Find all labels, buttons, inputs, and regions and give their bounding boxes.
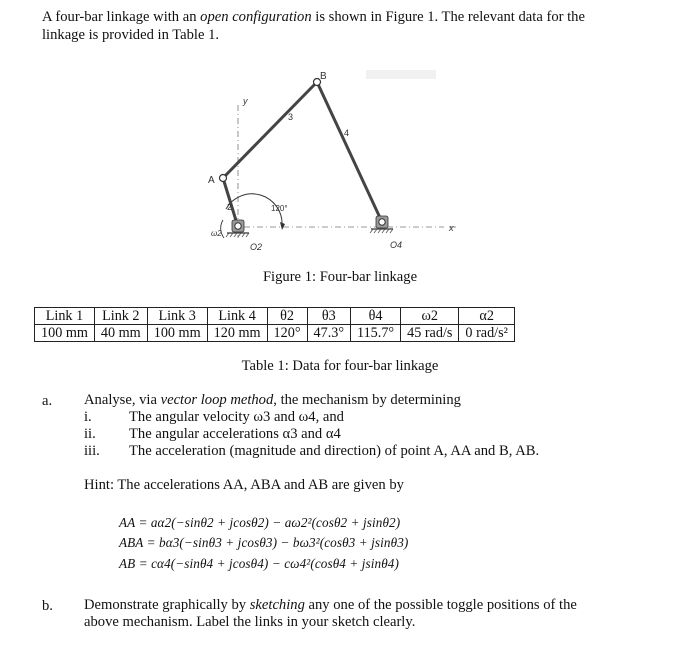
part-b-line-2: above mechanism. Label the links in your sketch clearly. — [84, 614, 416, 630]
label-y: y — [243, 96, 248, 106]
table-cell: 40 mm — [94, 325, 147, 342]
table-header-cell: ω2 — [401, 308, 459, 325]
table-header-cell: Link 3 — [147, 308, 207, 325]
table-cell: 115.7° — [351, 325, 401, 342]
part-a-text-end: , the mechanism by determining — [273, 392, 461, 408]
part-b-marker: b. — [42, 598, 53, 614]
table-cell: 47.3° — [307, 325, 351, 342]
equation-aa: AA = aα2(−sinθ2 + jcosθ2) − aω2²(cosθ2 + jsinθ2) — [119, 515, 401, 530]
table-row — [35, 325, 515, 342]
intro-paragraph — [42, 8, 642, 44]
table-cell: 120° — [267, 325, 307, 342]
label-o2: O2 — [250, 242, 263, 252]
table-header-cell: Link 2 — [94, 308, 147, 325]
intro-line-2: linkage is provided in Table 1. — [42, 27, 220, 43]
table-header-cell: θ4 — [351, 308, 401, 325]
linkage-data-table — [34, 307, 515, 342]
part-a-intro — [84, 392, 461, 409]
table-cell: 0 rad/s² — [459, 325, 514, 342]
table-header-cell: Link 4 — [207, 308, 267, 325]
label-b: B — [320, 71, 327, 82]
item-text: The angular velocity ω3 and ω4, and — [129, 409, 344, 425]
ground-support-o4 — [370, 216, 393, 233]
equation-aba: ABA = bα3(−sinθ3 + jcosθ3) − bω3²(cosθ3 + jsinθ3) — [119, 535, 409, 550]
background-scribble — [366, 70, 436, 79]
table-header-cell: θ3 — [307, 308, 351, 325]
table-header-cell: θ2 — [267, 308, 307, 325]
label-link-2: 2 — [227, 202, 233, 212]
item-text: The acceleration (magnitude and direction) of point A, AA and B, AB. — [129, 443, 540, 459]
item-number: iii. — [84, 443, 100, 459]
four-bar-linkage-figure — [196, 60, 486, 265]
link-3 — [223, 82, 317, 178]
part-b-line-1 — [84, 597, 577, 614]
label-x: x — [449, 223, 454, 233]
item-text: The angular accelerations α3 and α4 — [129, 426, 341, 442]
part-b-emphasis: sketching — [249, 597, 305, 613]
item-number: ii. — [84, 426, 96, 442]
part-a-marker: a. — [42, 393, 53, 409]
table-cell: 45 rad/s — [401, 325, 459, 342]
label-omega2: ω2 — [211, 229, 222, 238]
label-link-4: 4 — [344, 128, 350, 138]
label-link-3: 3 — [288, 112, 294, 122]
joint-a — [220, 175, 227, 182]
figure-caption: Figure 1: Four-bar linkage — [262, 269, 418, 285]
label-angle: 120° — [271, 204, 288, 213]
equation-ab: AB = cα4(−sinθ4 + jcosθ4) − cω4²(cosθ4 + jsinθ4) — [119, 556, 399, 571]
part-b-text: Demonstrate graphically by — [84, 597, 250, 613]
label-o4: O4 — [390, 240, 403, 250]
part-b-text-end: any one of the possible toggle positions of the — [304, 597, 577, 613]
table-cell: 120 mm — [207, 325, 267, 342]
table-cell: 100 mm — [147, 325, 207, 342]
part-a-text: Analyse, via — [84, 392, 161, 408]
link-4 — [317, 82, 382, 222]
table-header-row — [35, 308, 515, 325]
table-header-cell: Link 1 — [35, 308, 95, 325]
table-caption: Table 1: Data for four-bar linkage — [241, 358, 439, 374]
item-number: i. — [84, 409, 92, 425]
label-a: A — [208, 175, 215, 186]
intro-line-1 — [42, 8, 642, 26]
intro-text: A four-bar linkage with an — [42, 9, 201, 25]
ground-support-o2 — [226, 220, 249, 237]
intro-emphasis: open configuration — [200, 9, 312, 25]
hint-text: Hint: The accelerations AA, ABA and AB are given by — [84, 477, 404, 493]
table-header-cell: α2 — [459, 308, 514, 325]
intro-text-end: is shown in Figure 1. The relevant data for the — [311, 9, 585, 25]
table-cell: 100 mm — [35, 325, 95, 342]
part-a-emphasis: vector loop method — [160, 392, 274, 408]
